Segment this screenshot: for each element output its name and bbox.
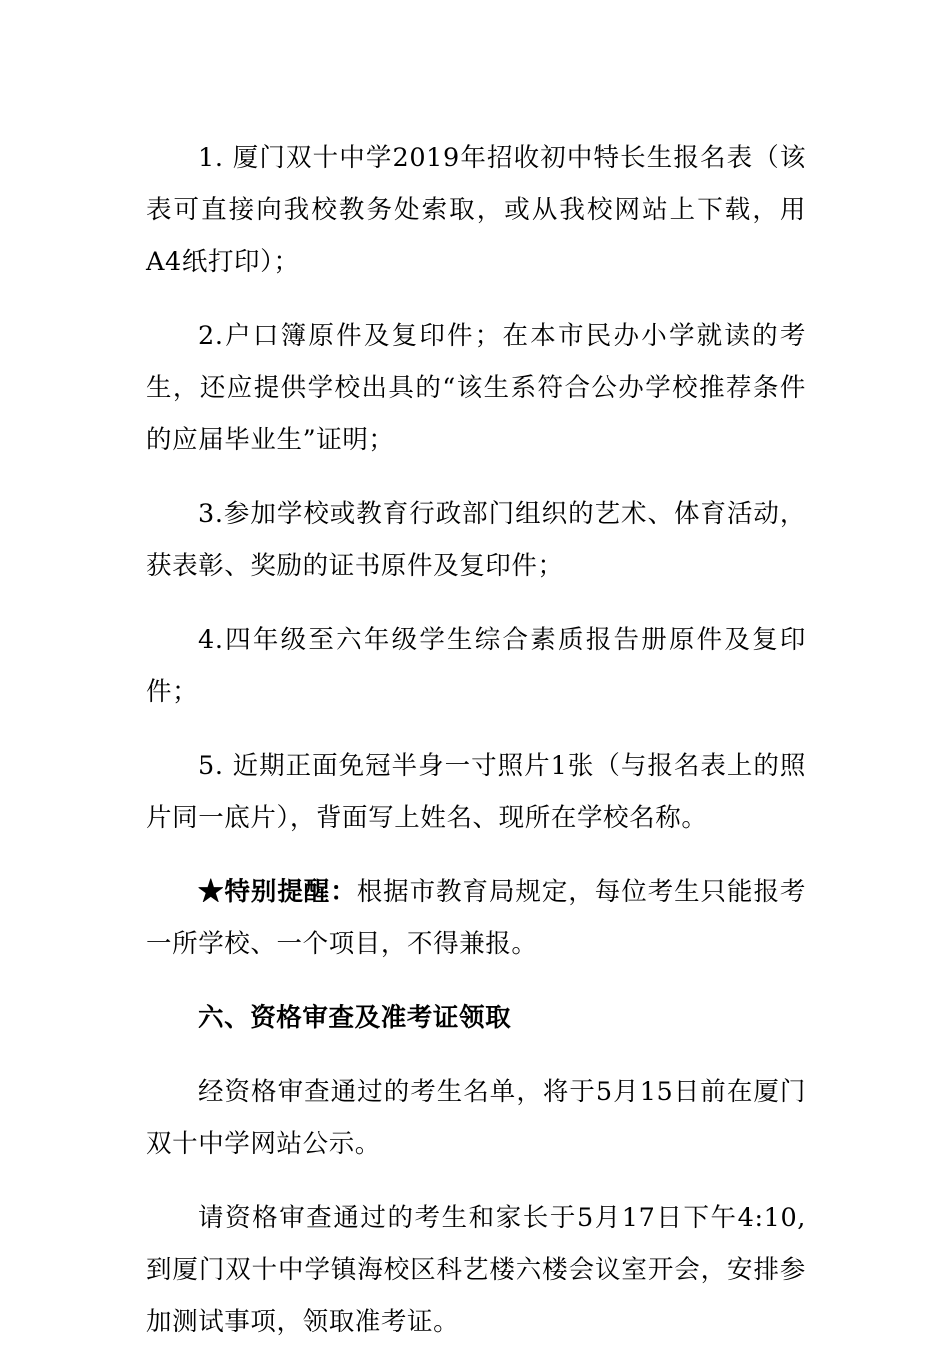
list-item-4: 4.四年级至六年级学生综合素质报告册原件及复印件； bbox=[146, 625, 806, 707]
list-item-3: 3.参加学校或教育行政部门组织的艺术、体育活动，获表彰、奖励的证书原件及复印件； bbox=[146, 499, 806, 581]
paragraph-publication: 经资格审查通过的考生名单，将于5月15日前在厦门双十中学网站公示。 bbox=[146, 1077, 806, 1159]
list-item-1: 1. 厦门双十中学2019年招收初中特长生报名表（该表可直接向我校教务处索取，或从我校网站上下载，用A4纸打印）； bbox=[146, 143, 806, 277]
document-body bbox=[146, 132, 806, 1348]
list-item-5: 5. 近期正面免冠半身一寸照片1张（与报名表上的照片同一底片），背面写上姓名、现所在学校名称。 bbox=[146, 751, 806, 833]
list-item-2: 2.户口簿原件及复印件；在本市民办小学就读的考生，还应提供学校出具的“该生系符合公办学校推荐条件的应届毕业生”证明； bbox=[146, 321, 806, 455]
section-heading: 六、资格审查及准考证领取 bbox=[198, 1003, 512, 1033]
special-reminder-label: ★特别提醒： bbox=[198, 877, 357, 907]
special-reminder-text: 根据市教育局规定，每位考生只能报考一所学校、一个项目，不得兼报。 bbox=[146, 877, 806, 959]
special-reminder bbox=[146, 866, 806, 970]
paragraph-meeting: 请资格审查通过的考生和家长于5月17日下午4:10,到厦门双十中学镇海校区科艺楼六楼会议室开会，安排参加测试事项，领取准考证。 bbox=[146, 1203, 806, 1337]
